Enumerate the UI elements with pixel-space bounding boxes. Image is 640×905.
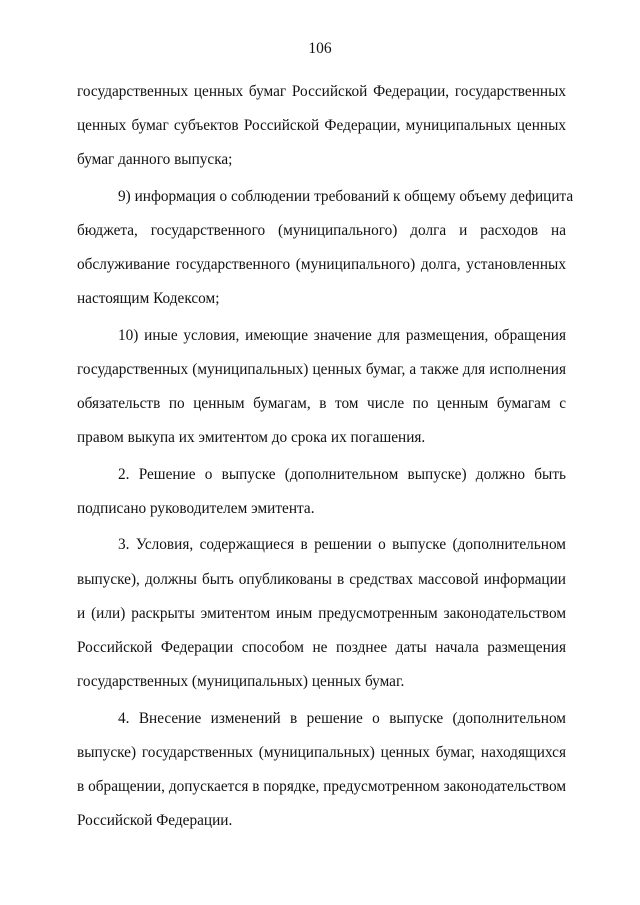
page-number: 106	[308, 40, 332, 57]
text-line: государственных ценных бумаг Российской Федерации, государственных	[77, 83, 566, 100]
text-line: 2. Решение о выпуске (дополнительном выпуске) должно быть	[118, 465, 566, 483]
text-line: выпуске) государственных (муниципальных) ценных бумаг, находящихся	[77, 743, 566, 761]
text-line: выпуске), должны быть опубликованы в средствах массовой информации	[77, 570, 566, 588]
text-line: настоящим Кодексом;	[77, 290, 220, 308]
text-line: подписано руководителем эмитента.	[77, 500, 315, 517]
text-line: 3. Условия, содержащиеся в решении о выпуске (дополнительном	[118, 536, 566, 554]
paragraph-section-4	[77, 702, 566, 839]
text-line: обязательств по ценным бумагам, в том числе по ценным бумагам с	[77, 395, 566, 413]
text-line: бюджета, государственного (муниципального) долга и расходов на	[77, 222, 566, 239]
text-line: Российской Федерации.	[77, 812, 233, 830]
text-line: бумаг данного выпуска;	[77, 151, 233, 169]
text-line: и (или) раскрыты эмитентом иным предусмотренным законодательством	[77, 604, 566, 622]
paragraph-section-2	[77, 458, 566, 526]
text-line: правом выкупа их эмитентом до срока их погашения.	[77, 429, 426, 447]
text-line: обслуживание государственного (муниципального) долга, установленных	[77, 256, 566, 274]
paragraph-section-3	[77, 528, 566, 699]
text-line: 4. Внесение изменений в решение о выпуске (дополнительном	[118, 709, 566, 727]
document-body	[77, 75, 574, 838]
text-line: ценных бумаг субъектов Российской Федерации, муниципальных ценных	[77, 117, 566, 135]
text-line: государственных (муниципальных) ценных бумаг.	[77, 673, 405, 691]
text-line: 10) иные условия, имеющие значение для размещения, обращения	[118, 326, 566, 344]
text-line: в обращении, допускается в порядке, предусмотренном законодательством	[77, 778, 566, 795]
text-line: государственных (муниципальных) ценных бумаг, а также для исполнения	[77, 361, 566, 378]
text-line: 9) информация о соблюдении требований к общему объему дефицита	[118, 187, 574, 205]
paragraph-item-9	[77, 180, 574, 317]
paragraph-item-10	[77, 319, 566, 456]
paragraph-continuation	[77, 75, 566, 178]
text-line: Российской Федерации способом не позднее даты начала размещения	[77, 639, 566, 656]
